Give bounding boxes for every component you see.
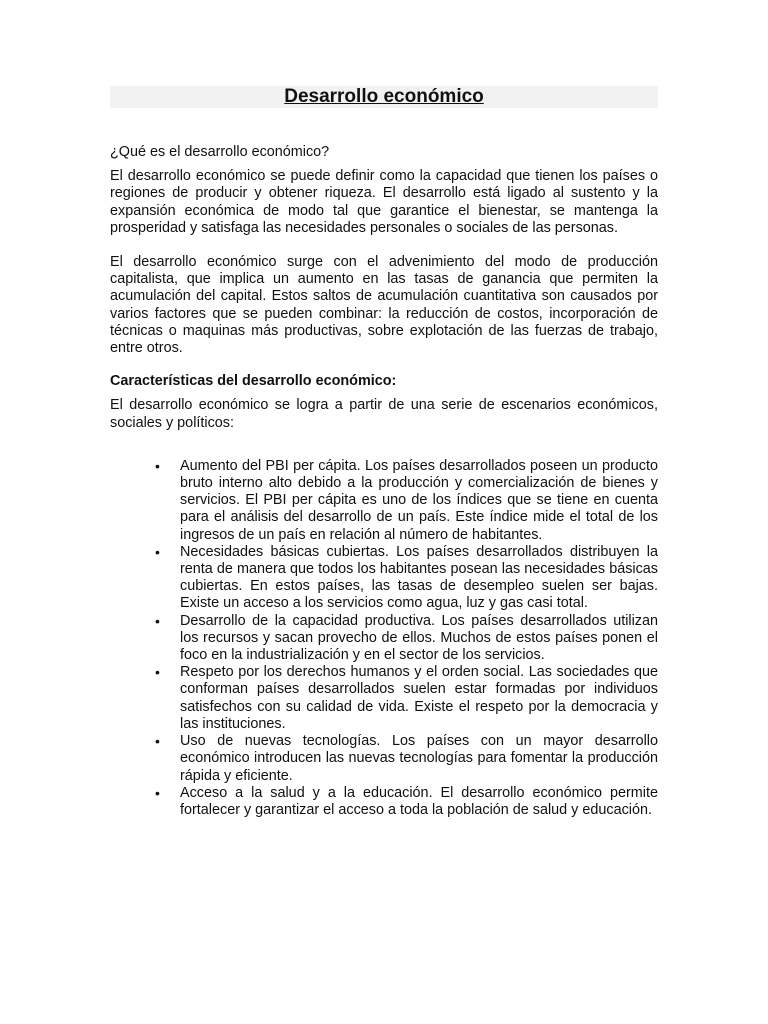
- bullet-icon: •: [155, 784, 160, 801]
- list-item-text: Aumento del PBI per cápita. Los países desarrollados poseen un producto bruto interno alto debido a la producción y comercialización de bienes y servicios. El PBI per cápita es uno de los índices que se tiene en cuenta para el análisis del desarrollo de un país. Este índice mide el total de los ingresos de un país en relación al número de habitantes.: [180, 457, 658, 543]
- paragraph-intro: El desarrollo económico se logra a partir de una serie de escenarios económicos, sociales y políticos:: [110, 397, 658, 431]
- bullet-icon: •: [155, 612, 160, 629]
- document-title: Desarrollo económico: [284, 86, 484, 107]
- list-item: [110, 613, 658, 665]
- list-item-text: Acceso a la salud y a la educación. El desarrollo económico permite fortalecer y garantizar el acceso a toda la población de salud y educación.: [180, 784, 658, 818]
- bullet-icon: •: [155, 733, 160, 750]
- characteristics-list: [110, 458, 658, 819]
- paragraph-origin: El desarrollo económico surge con el advenimiento del modo de producción capitalista, que implica un aumento en las tasas de ganancia que permiten la acumulación del capital. Estos saltos de acumulación cuantitativa son causados por varios factores que se pueden combinar: la reducción de costos, incorporación de técnicas o maquinas más productivas, sobre explotación de las fuerzas de trabajo, entre otros.: [110, 254, 658, 357]
- list-item-text: Respeto por los derechos humanos y el orden social. Las sociedades que conforman países desarrollados suelen estar formadas por individuos satisfechos con su calidad de vida. Existe el respeto por la democracia y las instituciones.: [180, 664, 658, 732]
- bullet-icon: •: [155, 543, 160, 560]
- bullet-icon: •: [155, 664, 160, 681]
- list-item: [110, 733, 658, 785]
- list-item-text: Necesidades básicas cubiertas. Los países desarrollados distribuyen la renta de manera que todos los habitantes posean las necesidades básicas cubiertas. En estos países, las tasas de desempleo suelen ser bajas. Existe un acceso a los servicios como agua, luz y gas casi total.: [180, 543, 658, 612]
- question-line: ¿Qué es el desarrollo económico?: [110, 144, 330, 160]
- list-item: [110, 785, 658, 819]
- list-item: [110, 544, 658, 613]
- list-item-text: Desarrollo de la capacidad productiva. Los países desarrollados utilizan los recursos y sacan provecho de ellos. Muchos de estos países ponen el foco en la industrialización y en el sector de los servicios.: [180, 612, 658, 664]
- title-banner: [110, 86, 658, 108]
- list-item: [110, 458, 658, 544]
- list-item-text: Uso de nuevas tecnologías. Los países con un mayor desarrollo económico introducen las nuevas tecnologías para fomentar la producción rápida y eficiente.: [180, 733, 658, 784]
- bullet-icon: •: [155, 457, 160, 474]
- section-heading: Características del desarrollo económico:: [110, 373, 397, 390]
- list-item: [110, 664, 658, 733]
- document-body: [110, 144, 658, 819]
- paragraph-definition: El desarrollo económico se puede definir como la capacidad que tienen los países o regiones de producir y obtener riqueza. El desarrollo está ligado al sustento y la expansión económica de modo tal que garantice el bienestar, se mantenga la prosperidad y satisfaga las necesidades personales o sociales de las personas.: [110, 168, 658, 236]
